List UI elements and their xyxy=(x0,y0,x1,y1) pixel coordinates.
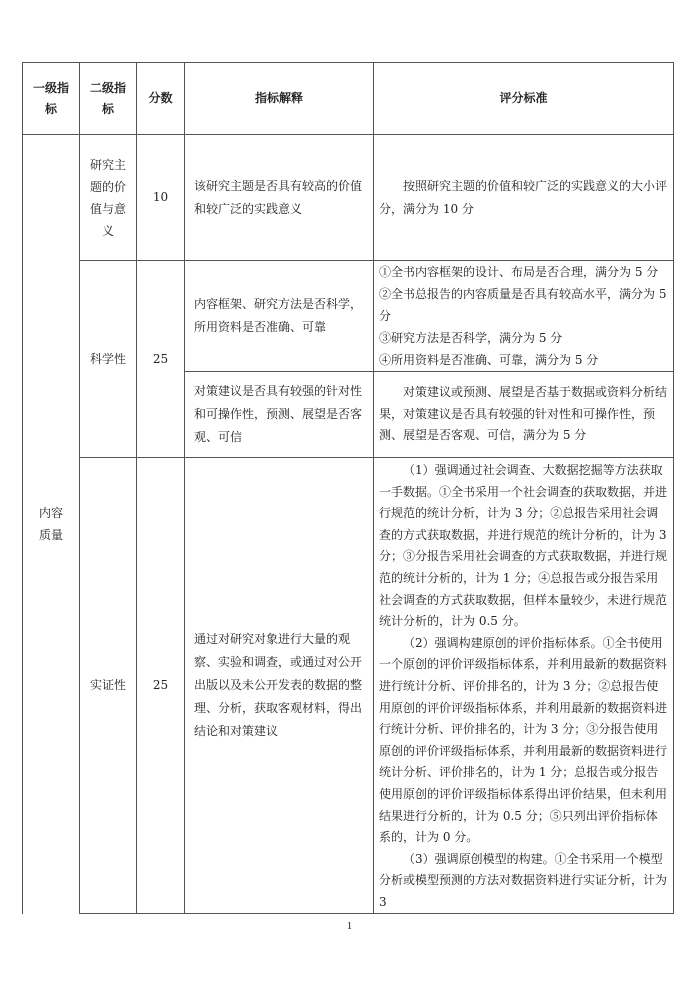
header-level2: 二级指标 xyxy=(80,63,137,135)
page-number: 1 xyxy=(346,920,353,932)
header-row xyxy=(23,63,674,135)
explanation-cell: 对策建议是否具有较强的针对性和可操作性，预测、展望是否客观、可信 xyxy=(185,372,374,458)
score-cell: 25 xyxy=(137,458,185,914)
explanation-cell: 该研究主题是否具有较高的价值和较广泛的实践意义 xyxy=(185,135,374,261)
evaluation-table xyxy=(22,62,674,914)
header-explanation: 指标解释 xyxy=(185,63,374,135)
standard-cell: 对策建议或预测、展望是否基于数据或资料分析结果，对策建议是否具有较强的针对性和可操作性，预测、展望是否客观、可信，满分为 5 分 xyxy=(374,372,674,458)
standard-cell xyxy=(374,458,674,914)
level2-cell: 研究主题的价值与意义 xyxy=(80,135,137,261)
standard-cell xyxy=(374,261,674,372)
standard-item: ②全书总报告的内容质量是否具有较高水平，满分为 5 分 xyxy=(379,287,667,323)
header-level1: 一级指标 xyxy=(23,63,80,135)
explanation-cell: 通过对研究对象进行大量的观察、实验和调查，或通过对公开出版以及未公开发表的数据的整理、分析，获取客观材料，得出结论和对策建议 xyxy=(185,458,374,914)
table-row xyxy=(23,261,674,372)
standard-item: （3）强调原创模型的构建。①全书采用一个模型分析或模型预测的方法对数据资料进行实证分析，计为 3 xyxy=(379,851,668,909)
level1-cell: 内容质量 xyxy=(23,135,80,914)
standard-item: ①全书内容框架的设计、布局是否合理，满分为 5 分 xyxy=(379,265,659,279)
table-row xyxy=(23,135,674,261)
standard-item: ④所用资料是否准确、可靠，满分为 5 分 xyxy=(379,353,599,367)
score-cell: 10 xyxy=(137,135,185,261)
table-row xyxy=(23,458,674,914)
header-standard: 评分标准 xyxy=(374,63,674,135)
explanation-cell: 内容框架、研究方法是否科学，所用资料是否准确、可靠 xyxy=(185,261,374,372)
level2-cell: 科学性 xyxy=(80,261,137,458)
standard-item: （2）强调构建原创的评价指标体系。①全书使用一个原创的评价评级指标体系，并利用最新的数据资料进行统计分析、评价排名的，计为 3 分；②总报告使用原创的评价评级指标体系，并利用最新的数据资料进行统计分析、评价排名的，计为 3 分；③分报告使用原创的评价评级指标体系，并利用最新的数据资料进行统计分析、评价排名的，计为 1 分；总报告或分报告使用原创的评价评级指标体系得出评价结果，但未利用结果进行分析的，计为 0.5 分；⑤只列出评价指标体系的，计为 0 分。 xyxy=(379,635,668,845)
header-score: 分数 xyxy=(137,63,185,135)
standard-cell: 按照研究主题的价值和较广泛的实践意义的大小评分，满分为 10 分 xyxy=(374,135,674,261)
score-cell: 25 xyxy=(137,261,185,458)
level2-cell: 实证性 xyxy=(80,458,137,914)
standard-item: ③研究方法是否科学，满分为 5 分 xyxy=(379,331,563,345)
standard-item: （1）强调通过社会调查、大数据挖掘等方法获取一手数据。①全书采用一个社会调查的获取数据，并进行规范的统计分析，计为 3 分；②总报告采用社会调查的方式获取数据，并进行规范的统计分析的，计为 3 分；③分报告采用社会调查的方式获取数据，并进行规范的统计分析的，计为 1 分；④总报告或分报告采用社会调查的方式获取数据，但样本量较少，未进行规范统计分析的，计为 0.5 分。 xyxy=(379,463,668,629)
